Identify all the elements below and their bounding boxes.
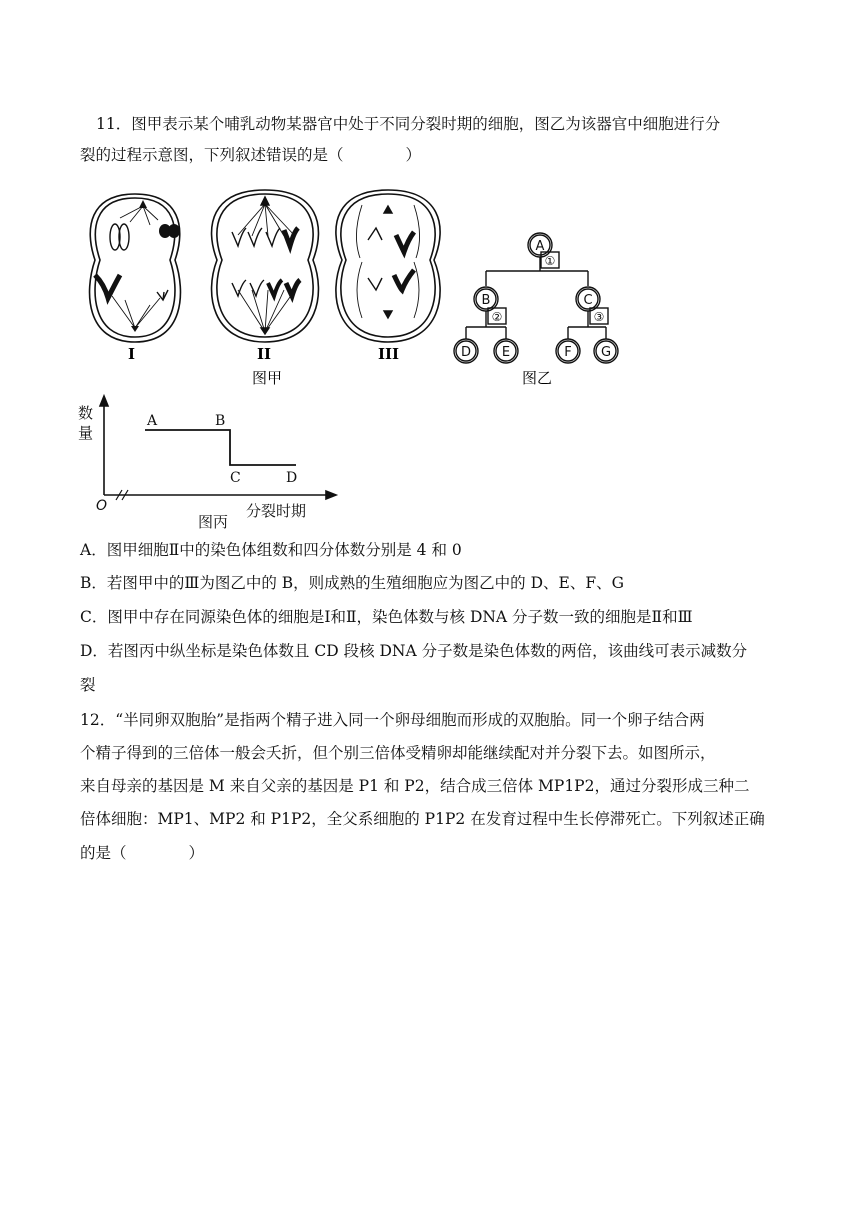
node-B: B — [481, 293, 491, 308]
cell-I-chromosomes — [95, 200, 180, 332]
xlabel: 分裂时期 — [246, 502, 307, 520]
q11-option-d-line2: 裂 — [80, 676, 96, 694]
node-D: D — [460, 345, 472, 360]
step-mark-2: ② — [491, 310, 503, 324]
q11-option-a: A．图甲细胞Ⅱ中的染色体组数和四分体数分别是 4 和 0 — [80, 541, 462, 559]
q12-line3: 来自母亲的基因是 M 来自父亲的基因是 P1 和 P2，结合成三倍体 MP1P2，通过分裂形成三种二 — [80, 777, 750, 795]
cell-I — [90, 194, 181, 342]
step-mark-3: ③ — [593, 310, 605, 324]
q12-line5: 的是（ ） — [80, 844, 205, 862]
q11-option-b: B．若图甲中的Ⅲ为图乙中的 B，则成熟的生殖细胞应为图乙中的 D、E、F、G — [80, 574, 624, 592]
node-E: E — [501, 345, 511, 360]
node-G: G — [600, 345, 612, 360]
ylabel-char-1: 数 — [78, 404, 94, 422]
q11-stem-line2: 裂的过程示意图，下列叙述错误的是（ ） — [80, 146, 422, 164]
cell-label-I: I — [128, 345, 136, 363]
node-A: A — [535, 239, 545, 254]
origin-label: O — [96, 498, 108, 514]
node-C: C — [583, 293, 593, 308]
cell-II — [212, 190, 319, 342]
q11-option-d-line1: D．若图丙中纵坐标是染色体数且 CD 段核 DNA 分子数是染色体数的两倍，该曲线可表示减数分 — [80, 642, 748, 660]
point-B: B — [215, 413, 226, 429]
ylabel-char-2: 量 — [78, 424, 94, 442]
caption-bing: 图丙 — [198, 513, 229, 531]
caption-yi: 图乙 — [522, 369, 553, 387]
q12-line2: 个精子得到的三倍体一般会夭折，但个别三倍体受精卵却能继续配对并分裂下去。如图所示， — [80, 744, 716, 762]
graph-bing — [100, 396, 336, 500]
q11-stem-line1: 11．图甲表示某个哺乳动物某器官中处于不同分裂时期的细胞，图乙为该器官中细胞进行分 — [96, 115, 721, 133]
caption-jia: 图甲 — [252, 369, 283, 387]
point-A: A — [147, 413, 158, 429]
cell-label-III: III — [378, 345, 400, 363]
q11-figures — [0, 0, 860, 540]
cell-label-II: II — [257, 345, 272, 363]
step-mark-1: ① — [544, 254, 556, 268]
q12-line4: 倍体细胞：MP1、MP2 和 P1P2，全父系细胞的 P1P2 在发育过程中生长停滞死亡。下列叙述正确 — [80, 810, 765, 828]
q12-line1: 12．“半同卵双胞胎”是指两个精子进入同一个卵母细胞而形成的双胞胎。同一个卵子结合两 — [80, 711, 705, 729]
point-C: C — [230, 470, 241, 486]
q11-option-c: C．图甲中存在同源染色体的细胞是Ⅰ和Ⅱ，染色体数与核 DNA 分子数一致的细胞是Ⅱ和Ⅲ — [80, 608, 693, 626]
cell-III-chromosomes — [368, 206, 414, 318]
node-F: F — [564, 345, 572, 360]
point-D: D — [286, 470, 298, 486]
